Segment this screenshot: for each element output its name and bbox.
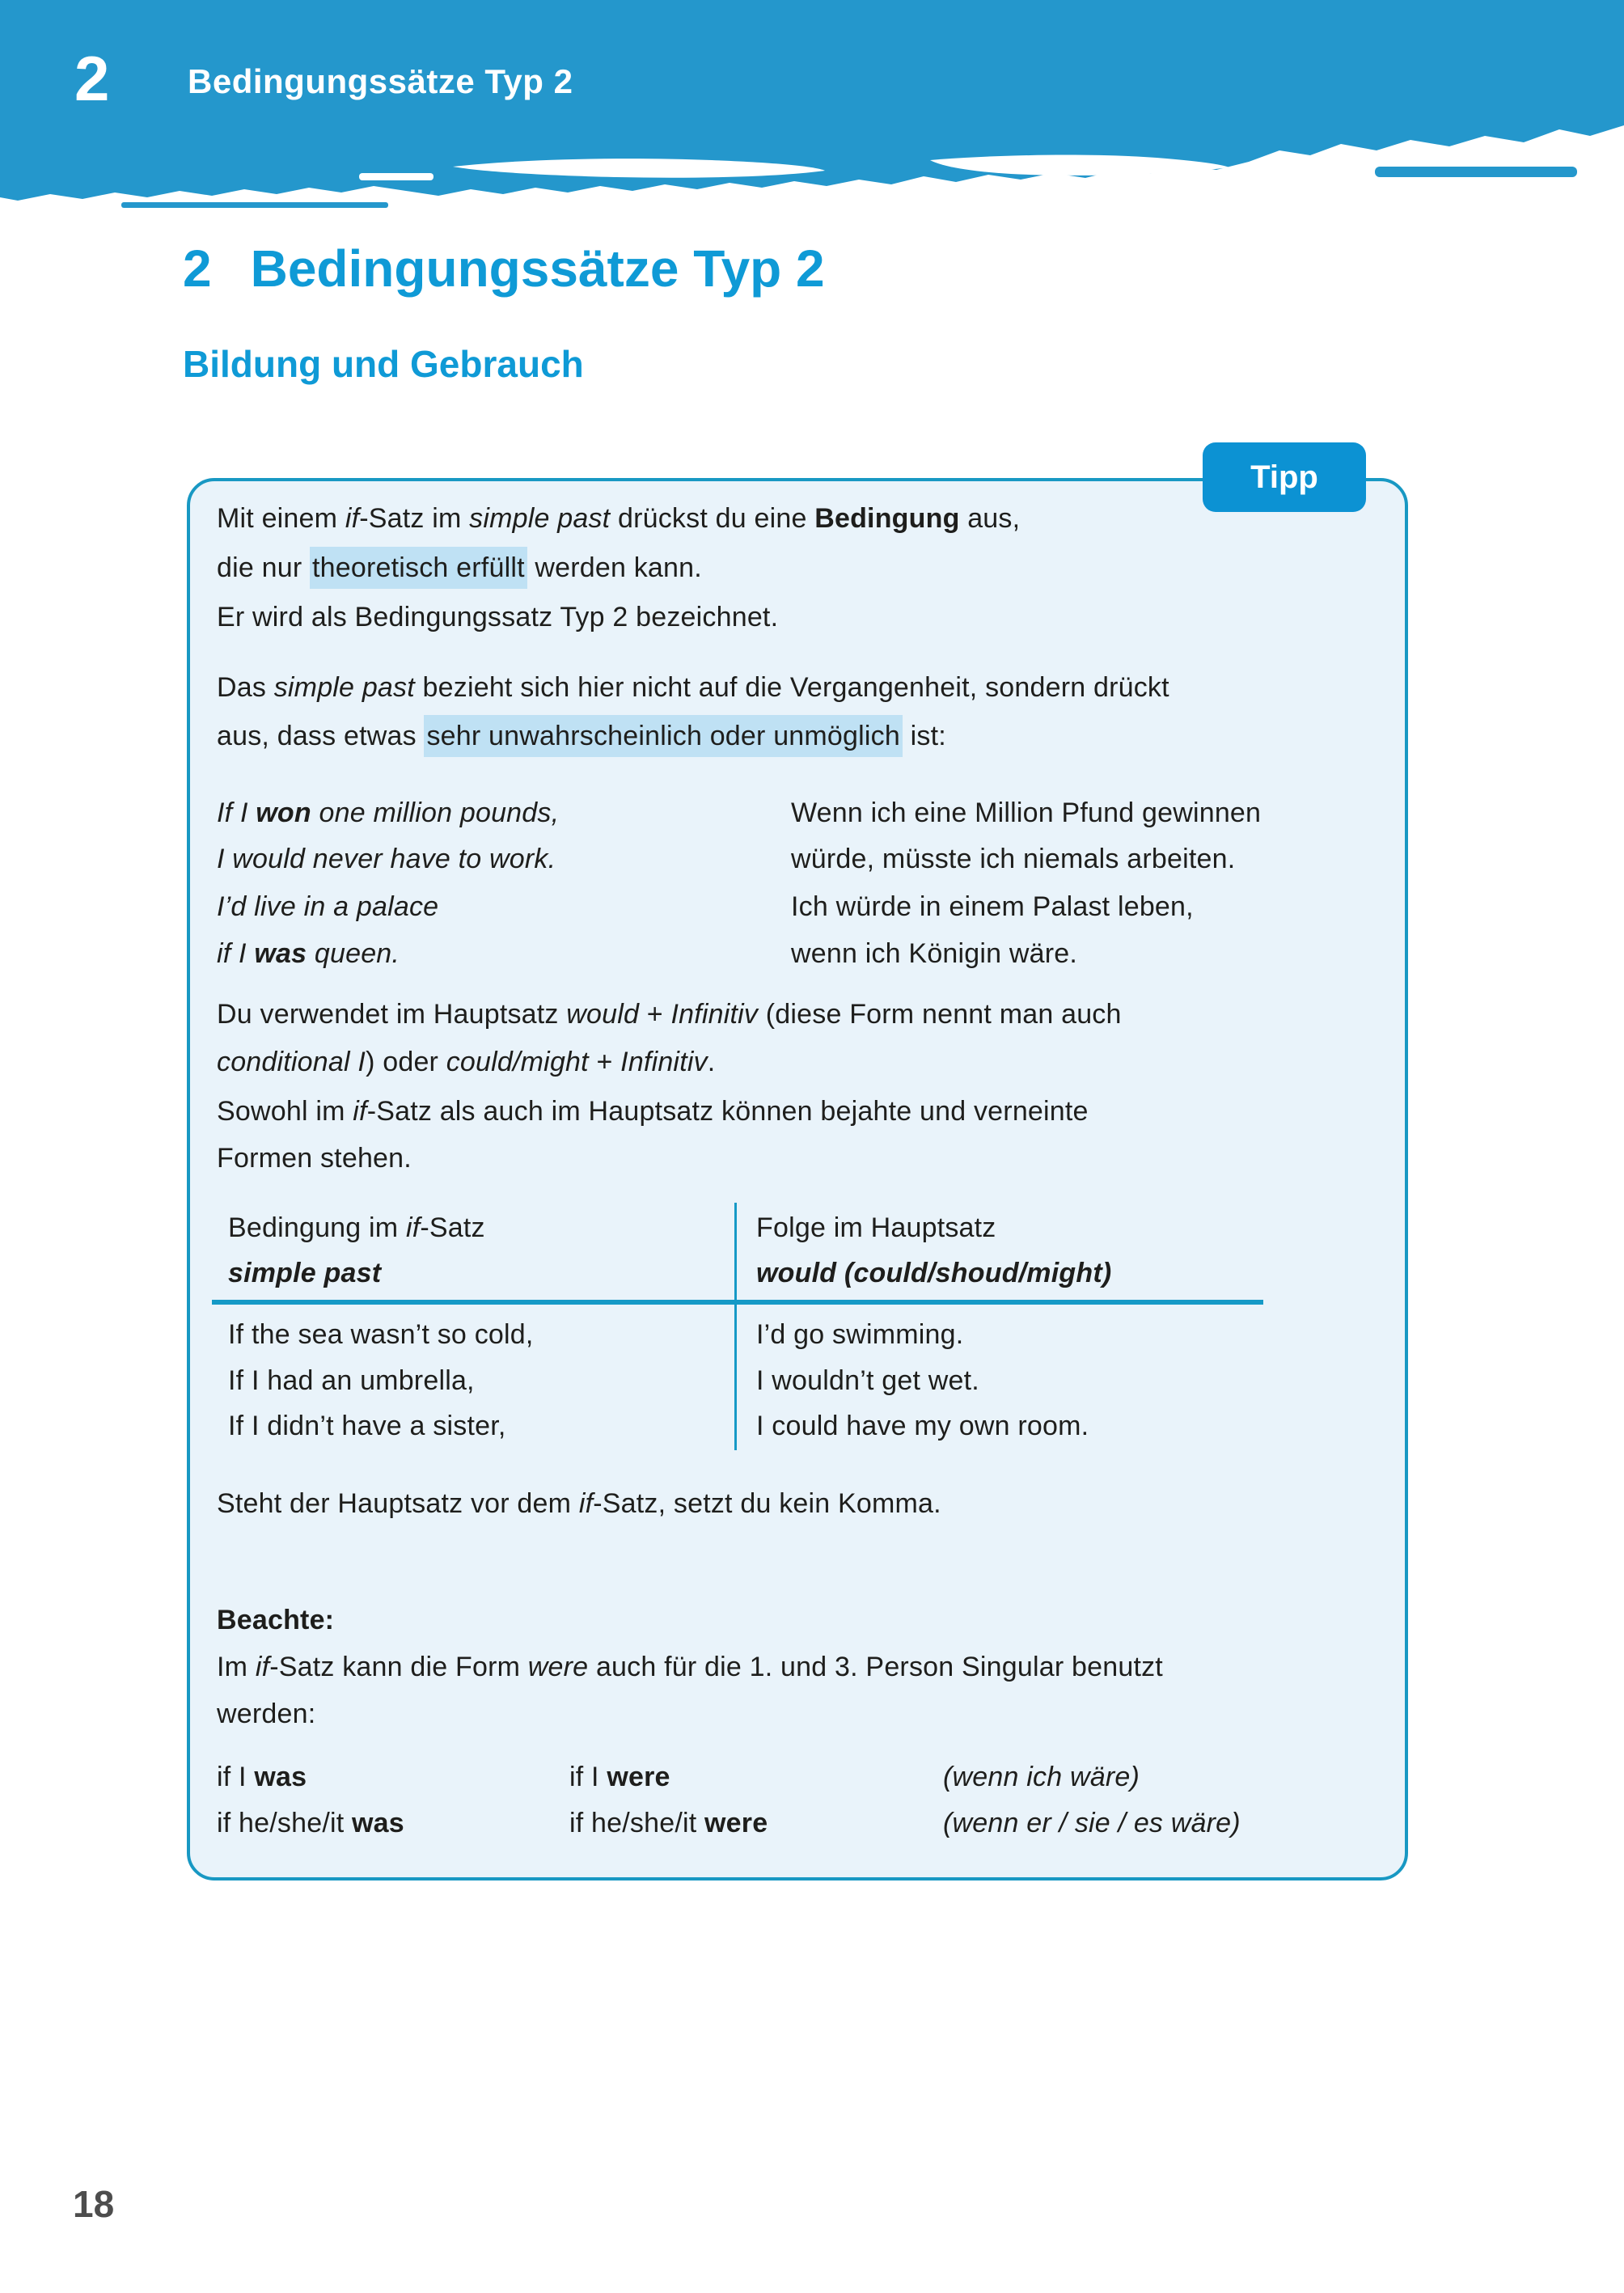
page-title-number: 2 <box>183 239 212 298</box>
text-segment: Bedingung <box>814 503 960 534</box>
text-segment: if he/she/it <box>217 1808 353 1838</box>
text-segment: would (could/shoud/might) <box>756 1258 1112 1288</box>
brush-stroke-graphic <box>0 0 1624 210</box>
text-segment: Wenn ich eine Million Pfund gewinnen <box>791 797 1262 828</box>
text-segment: theoretisch erfüllt <box>310 547 527 589</box>
table-header-condition <box>228 1256 381 1291</box>
text-segment: If the sea wasn’t so cold, <box>228 1319 534 1350</box>
text-segment: simple past <box>469 503 611 534</box>
tip-text-line <box>217 671 1169 705</box>
text-segment: was <box>352 1808 404 1838</box>
table-cell-condition <box>228 1318 534 1352</box>
text-segment: I’d live in a palace <box>217 891 439 922</box>
text-segment: were <box>607 1762 670 1792</box>
text-segment: if <box>405 1212 421 1243</box>
tip-text-line <box>217 1487 941 1521</box>
text-segment: Mit einem <box>217 503 345 534</box>
text-segment: if <box>578 1488 594 1519</box>
text-segment: Formen stehen. <box>217 1143 412 1174</box>
text-segment: bezieht sich hier nicht auf die Vergangenheit, sondern drückt <box>414 672 1169 703</box>
table-cell-condition <box>228 1364 475 1398</box>
text-segment: (wenn ich wäre) <box>943 1762 1140 1792</box>
text-segment: one million pounds, <box>311 797 560 828</box>
text-segment: Das <box>217 672 274 703</box>
tip-text-line <box>217 1094 1089 1129</box>
tip-text-line <box>217 997 1122 1032</box>
example-german <box>791 842 1235 877</box>
text-segment: sehr unwahrscheinlich oder unmöglich <box>424 715 903 757</box>
text-segment: werden kann. <box>527 552 702 583</box>
brush-blue-speck <box>1375 167 1577 177</box>
text-segment: was <box>254 1762 307 1792</box>
tip-text-line <box>217 600 778 635</box>
example-english <box>217 937 400 971</box>
table-cell-condition <box>228 1409 506 1444</box>
table-header-result <box>756 1211 996 1246</box>
table-cell-result <box>756 1318 963 1352</box>
note-form-were <box>569 1806 768 1841</box>
table-header-result <box>756 1256 1111 1291</box>
text-segment: would <box>566 999 640 1030</box>
text-segment: wenn ich Königin wäre. <box>791 938 1078 969</box>
text-segment: if I <box>569 1762 607 1792</box>
text-segment: . <box>707 1047 716 1077</box>
example-german <box>791 937 1077 971</box>
tip-text-line <box>217 1650 1163 1685</box>
text-segment: (wenn er / sie / es wäre) <box>943 1808 1241 1838</box>
brush-white-streak <box>359 173 433 180</box>
text-segment: if he/she/it <box>569 1808 705 1838</box>
text-segment: I could have my own room. <box>756 1411 1089 1441</box>
page-title <box>183 239 825 299</box>
text-segment: could/might <box>446 1047 589 1077</box>
text-segment: werden: <box>217 1699 316 1729</box>
example-english <box>217 842 556 877</box>
tip-text-line <box>217 501 1020 536</box>
text-segment: Steht der Hauptsatz vor dem <box>217 1488 579 1519</box>
text-segment: Infinitiv <box>670 999 759 1030</box>
text-segment: if <box>255 1652 270 1682</box>
text-segment: queen. <box>307 938 400 969</box>
text-segment: simple past <box>273 672 415 703</box>
text-segment: ist: <box>902 721 946 751</box>
text-segment: were <box>527 1652 589 1682</box>
section-title: Bildung und Gebrauch <box>183 343 584 385</box>
text-segment: -Satz <box>420 1212 485 1243</box>
table-header-rule <box>212 1300 1263 1305</box>
tip-text-line <box>217 719 946 754</box>
text-segment: If I didn’t have a sister, <box>228 1411 506 1441</box>
text-segment: -Satz im <box>359 503 470 534</box>
text-segment: würde, müsste ich niemals arbeiten. <box>791 844 1236 874</box>
tip-tab-badge: Tipp <box>1203 442 1366 512</box>
text-segment: Infinitiv <box>620 1047 708 1077</box>
example-english <box>217 890 438 924</box>
note-translation <box>943 1806 1241 1841</box>
text-segment: -Satz als auch im Hauptsatz können bejahte und verneinte <box>366 1096 1089 1127</box>
chapter-header-band <box>0 0 1624 210</box>
note-label <box>217 1603 334 1638</box>
table-cell-result <box>756 1364 979 1398</box>
text-segment: If I had an umbrella, <box>228 1365 475 1396</box>
text-segment: Ich würde in einem Palast leben, <box>791 891 1194 922</box>
text-segment: I’d go swimming. <box>756 1319 964 1350</box>
tip-text-line <box>217 551 702 586</box>
text-segment: Bedingung im <box>228 1212 406 1243</box>
page-title-text: Bedingungssätze Typ 2 <box>250 239 825 298</box>
table-header-condition <box>228 1211 485 1246</box>
text-segment: + <box>588 1047 621 1077</box>
text-segment: auch für die 1. und 3. Person Singular benutzt <box>588 1652 1163 1682</box>
text-segment: -Satz kann die Form <box>269 1652 528 1682</box>
text-segment: if I <box>217 1762 255 1792</box>
text-segment: drückst du eine <box>610 503 815 534</box>
note-translation <box>943 1760 1140 1795</box>
example-german <box>791 890 1194 924</box>
chapter-number: 2 <box>74 43 110 114</box>
text-segment: Er wird als Bedingungssatz Typ 2 bezeichnet. <box>217 602 779 632</box>
brush-blue-speck <box>121 202 388 208</box>
text-segment: aus, dass etwas <box>217 721 425 751</box>
text-segment: + <box>639 999 671 1030</box>
text-segment: If I <box>217 797 256 828</box>
text-segment: Beachte: <box>217 1605 335 1635</box>
note-form-was <box>217 1806 404 1841</box>
table-column-divider <box>734 1203 737 1450</box>
text-segment: Folge im Hauptsatz <box>756 1212 996 1243</box>
tip-text-line <box>217 1141 412 1176</box>
note-form-were <box>569 1760 670 1795</box>
text-segment: if <box>345 503 360 534</box>
chapter-title: Bedingungssätze Typ 2 <box>188 62 573 100</box>
text-segment: I would never have to work. <box>217 844 556 874</box>
table-cell-result <box>756 1409 1089 1444</box>
note-form-was <box>217 1760 307 1795</box>
page-number: 18 <box>73 2183 115 2225</box>
text-segment: -Satz, setzt du kein Komma. <box>593 1488 941 1519</box>
text-segment: conditional I <box>217 1047 366 1077</box>
text-segment: was <box>254 938 307 969</box>
text-segment: simple past <box>228 1258 382 1288</box>
text-segment: aus, <box>959 503 1021 534</box>
text-segment: I wouldn’t get wet. <box>756 1365 979 1396</box>
text-segment: if I <box>217 938 255 969</box>
example-english <box>217 796 559 831</box>
text-segment: Sowohl im <box>217 1096 353 1127</box>
text-segment: (diese Form nennt man auch <box>758 999 1122 1030</box>
tip-text-line <box>217 1045 715 1080</box>
text-segment: die nur <box>217 552 311 583</box>
text-segment: if <box>353 1096 367 1127</box>
text-segment: Du verwendet im Hauptsatz <box>217 999 567 1030</box>
text-segment: won <box>256 797 311 828</box>
example-german <box>791 796 1261 831</box>
tip-text-line <box>217 1697 315 1732</box>
text-segment: were <box>704 1808 768 1838</box>
text-segment: ) oder <box>366 1047 446 1077</box>
text-segment: Im <box>217 1652 256 1682</box>
